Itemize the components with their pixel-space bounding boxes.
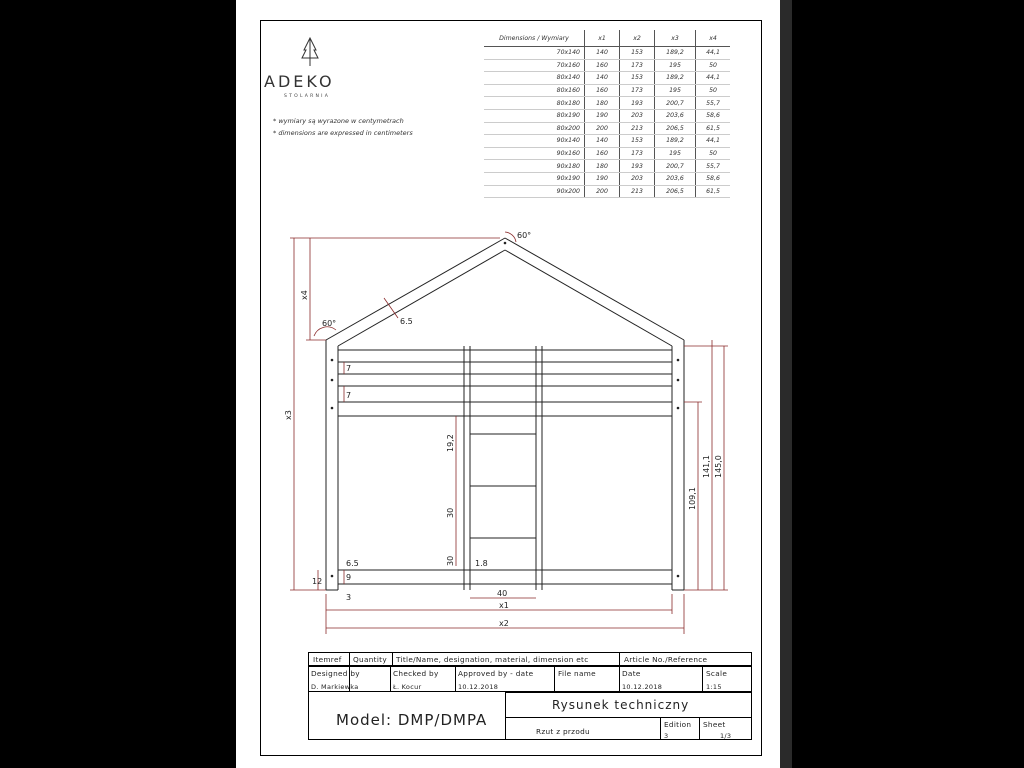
note-pl: * wymiary są wyrazone w centymetrach — [273, 117, 404, 125]
ladder-rail-label: 1.8 — [475, 559, 488, 568]
table-cell: 195 — [655, 84, 696, 97]
ladder-step-top-label: 19,2 — [446, 434, 455, 452]
table-cell: 203,6 — [655, 109, 696, 122]
file-name-label: File name — [558, 669, 596, 678]
angle-top-label: 60° — [517, 231, 532, 240]
sheet-label: Sheet — [703, 720, 726, 729]
table-cell: 206,5 — [655, 122, 696, 135]
table-cell: 140 — [585, 72, 620, 85]
roof-thickness-label: 6.5 — [400, 317, 413, 326]
side-small-label: 3 — [346, 593, 352, 602]
checked-by-value: Ł. Kocur — [393, 683, 422, 691]
table-cell: 203 — [620, 172, 655, 185]
checked-by-label: Checked by — [393, 669, 439, 678]
table-cell: 50 — [696, 147, 731, 160]
note-en: * dimensions are expressed in centimeters — [273, 129, 413, 137]
designed-by-label: Designed by — [311, 669, 360, 678]
table-cell: 50 — [696, 84, 731, 97]
drawing-title: Rysunek techniczny — [552, 698, 690, 712]
edition-label: Edition — [664, 720, 692, 729]
table-cell: 55,7 — [696, 97, 731, 110]
table-cell: 200,7 — [655, 160, 696, 173]
table-cell: 90x180 — [484, 160, 585, 173]
ladder-step-mid-label: 30 — [446, 507, 455, 518]
table-cell: 193 — [620, 97, 655, 110]
header-x3: x3 — [655, 30, 696, 47]
table-cell: 213 — [620, 185, 655, 198]
table-cell: 195 — [655, 147, 696, 160]
table-cell: 90x200 — [484, 185, 585, 198]
table-cell: 189,2 — [655, 47, 696, 60]
header-x2: x2 — [620, 30, 655, 47]
dimension-lines — [290, 232, 728, 634]
table-cell: 80x180 — [484, 97, 585, 110]
rail-gap-2-label: 7 — [346, 391, 352, 400]
table-cell: 160 — [585, 59, 620, 72]
header-x4: x4 — [696, 30, 731, 47]
date-label: Date — [622, 669, 641, 678]
table-cell: 206,5 — [655, 185, 696, 198]
header-dimensions: Dimensions / Wymiary — [484, 30, 585, 47]
table-cell: 173 — [620, 84, 655, 97]
model-name: Model: DMP/DMPA — [336, 711, 488, 729]
height-1411-label: 141,1 — [702, 455, 711, 478]
table-cell: 58,6 — [696, 172, 731, 185]
table-cell: 61,5 — [696, 122, 731, 135]
table-cell: 189,2 — [655, 72, 696, 85]
date-value: 10.12.2018 — [622, 683, 663, 691]
x1-label: x1 — [499, 601, 509, 610]
table-cell: 200,7 — [655, 97, 696, 110]
logo-name: ADEKO — [264, 72, 335, 91]
itemref-label: Itemref — [313, 655, 342, 664]
approved-label: Approved by - date — [458, 669, 534, 678]
table-cell: 203,6 — [655, 172, 696, 185]
table-cell: 189,2 — [655, 135, 696, 148]
table-cell: 50 — [696, 59, 731, 72]
x4-label: x4 — [300, 290, 309, 300]
article-label: Article No./Reference — [624, 655, 708, 664]
x2-label: x2 — [499, 619, 509, 628]
table-cell: 153 — [620, 135, 655, 148]
rail-gap-1-label: 7 — [346, 364, 352, 373]
table-cell: 61,5 — [696, 185, 731, 198]
ladder-width-label: 40 — [497, 589, 508, 598]
table-cell: 44,1 — [696, 135, 731, 148]
side-bottom-label: 9 — [346, 573, 352, 582]
table-cell: 90x160 — [484, 147, 585, 160]
view-name: Rzut z przodu — [536, 727, 590, 736]
table-cell: 213 — [620, 122, 655, 135]
angle-left-label: 60° — [322, 319, 337, 328]
table-cell: 44,1 — [696, 72, 731, 85]
height-1450-label: 145,0 — [714, 455, 723, 478]
table-cell: 80x190 — [484, 109, 585, 122]
quantity-label: Quantity — [353, 655, 387, 664]
height-1091-label: 109,1 — [688, 487, 697, 510]
table-cell: 193 — [620, 160, 655, 173]
table-cell: 153 — [620, 47, 655, 60]
table-cell: 203 — [620, 109, 655, 122]
logo-subtitle: STOLARNIA — [284, 94, 331, 99]
table-cell: 180 — [585, 97, 620, 110]
table-cell: 173 — [620, 147, 655, 160]
table-cell: 80x200 — [484, 122, 585, 135]
scale-label: Scale — [706, 669, 728, 678]
x3-label: x3 — [284, 410, 293, 420]
sheet-value: 1/3 — [720, 732, 732, 740]
ladder-step-low-label: 30 — [446, 555, 455, 566]
table-cell: 55,7 — [696, 160, 731, 173]
table-cell: 44,1 — [696, 47, 731, 60]
edition-value: 3 — [664, 732, 669, 740]
designed-by-value: D. Markiewka — [311, 683, 359, 691]
screw-holes — [331, 242, 680, 578]
table-cell: 160 — [585, 84, 620, 97]
table-cell: 190 — [585, 172, 620, 185]
table-cell: 200 — [585, 185, 620, 198]
header-x1: x1 — [585, 30, 620, 47]
post-width-label: 6.5 — [346, 559, 359, 568]
table-cell: 180 — [585, 160, 620, 173]
table-cell: 90x190 — [484, 172, 585, 185]
table-cell: 190 — [585, 109, 620, 122]
table-cell: 80x160 — [484, 84, 585, 97]
table-cell: 80x140 — [484, 72, 585, 85]
table-cell: 90x140 — [484, 135, 585, 148]
table-cell: 173 — [620, 59, 655, 72]
table-cell: 70x140 — [484, 47, 585, 60]
scale-value: 1:15 — [706, 683, 722, 691]
title-desc-label: Title/Name, designation, material, dimension etc — [396, 655, 589, 664]
approved-date: 10.12.2018 — [458, 683, 499, 691]
bed-outline — [326, 238, 684, 590]
table-cell: 70x160 — [484, 59, 585, 72]
table-cell: 153 — [620, 72, 655, 85]
leg-height-label: 12 — [312, 577, 323, 586]
table-cell: 200 — [585, 122, 620, 135]
table-cell: 195 — [655, 59, 696, 72]
table-cell: 140 — [585, 135, 620, 148]
table-cell: 160 — [585, 147, 620, 160]
table-cell: 140 — [585, 47, 620, 60]
table-cell: 58,6 — [696, 109, 731, 122]
